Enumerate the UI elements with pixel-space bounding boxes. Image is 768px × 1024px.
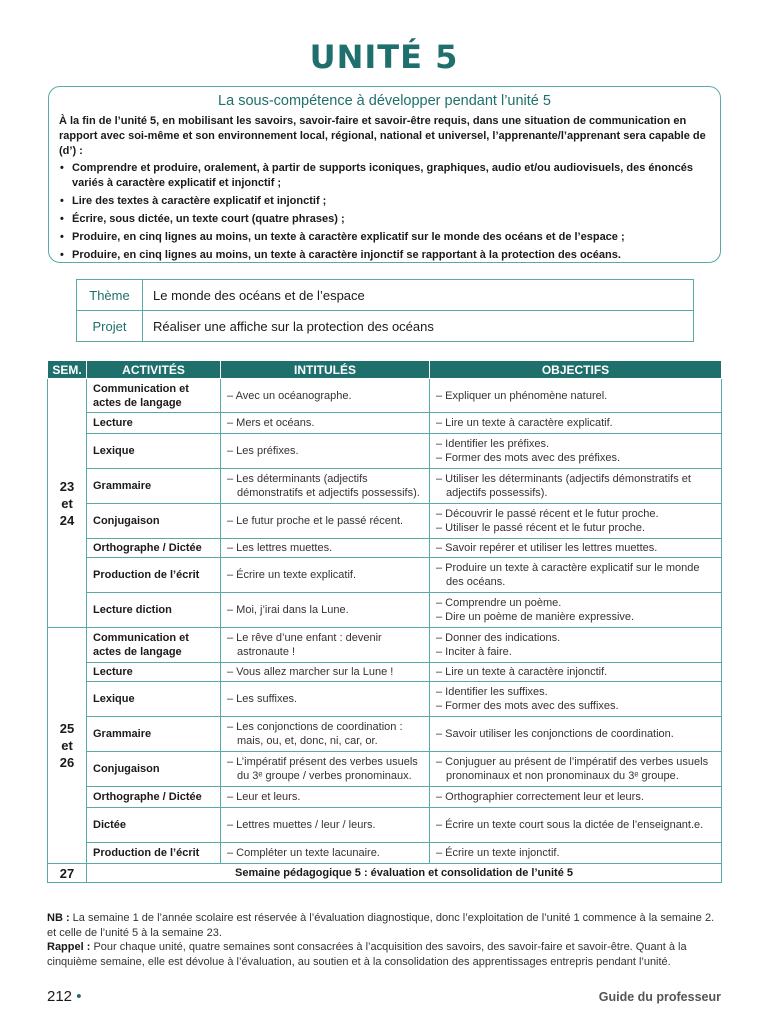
table-body xyxy=(48,379,722,883)
title-line: – Les suffixes. xyxy=(227,693,298,705)
objective-cell xyxy=(430,434,722,469)
table-row xyxy=(48,752,722,787)
table-row xyxy=(48,628,722,663)
objective-line: – Écrire un texte court sous la dictée de l’enseignant.e. xyxy=(436,819,704,831)
activity-cell: Lexique xyxy=(87,434,221,469)
week-number-part: et xyxy=(61,738,73,753)
title-line: – Les déterminants (adjectifs démonstratifs et adjectifs possessifs). xyxy=(227,473,420,499)
theme-table xyxy=(76,279,694,342)
final-week-text: Semaine pédagogique 5 : évaluation et consolidation de l’unité 5 xyxy=(87,864,722,883)
competence-item: • Comprendre et produire, oralement, à partir de supports iconiques, graphiques, audio et/ou audiovisuels, des énoncés variés à caractère explicatif et injonctif ; xyxy=(59,161,710,191)
guide-label: Guide du professeur xyxy=(598,990,721,1004)
objective-cell xyxy=(430,558,722,593)
projet-value: Réaliser une affiche sur la protection des océans xyxy=(143,311,694,342)
objective-cell xyxy=(430,843,722,864)
activity-cell: Grammaire xyxy=(87,717,221,752)
title-line: – Avec un océanographe. xyxy=(227,389,352,402)
objective-line: – Produire un texte à caractère explicatif sur le monde des océans. xyxy=(436,562,700,588)
objective-line: – Identifier les suffixes. xyxy=(436,686,548,698)
competence-intro: À la fin de l’unité 5, en mobilisant les savoirs, savoir-faire et savoir-être requis, dans une situation de communication en rapport avec soi-même et son environnement local, régional, national et universel, l’apprenante/l’apprenant sera capable de (d’) : xyxy=(59,115,706,157)
objective-line: – Écrire un texte injonctif. xyxy=(436,847,560,859)
activity-cell: Orthographe / Dictée xyxy=(87,539,221,558)
objective-line: – Découvrir le passé récent et le futur proche. xyxy=(436,508,659,520)
title-cell xyxy=(221,558,430,593)
objective-cell xyxy=(430,717,722,752)
title-cell xyxy=(221,434,430,469)
title-line: – Lettres muettes / leur / leurs. xyxy=(227,819,376,831)
objective-line: – Comprendre un poème. xyxy=(436,597,562,609)
title-line: – Le rêve d’une enfant : devenir astronaute ! xyxy=(227,632,382,658)
activity-cell: Production de l’écrit xyxy=(87,558,221,593)
week-number-part: 25 xyxy=(59,721,75,736)
header-sem: SEM. xyxy=(48,361,87,379)
activity-cell: Conjugaison xyxy=(87,504,221,539)
schedule-table xyxy=(47,360,722,883)
objective-cell xyxy=(430,593,722,628)
week-number-part: 23 xyxy=(59,478,75,494)
title-cell xyxy=(221,413,430,434)
activity-cell: Orthographe / Dictée xyxy=(87,787,221,808)
table-row xyxy=(48,413,722,434)
activity-cell: Communication et actes de langage xyxy=(87,628,221,663)
table-row xyxy=(48,558,722,593)
bullet-icon: • xyxy=(76,988,82,1005)
header-activites: ACTIVITÉS xyxy=(87,361,221,379)
table-row xyxy=(48,434,722,469)
objective-line: – Lire un texte à caractère injonctif. xyxy=(436,666,608,678)
activity-cell: Lecture xyxy=(87,413,221,434)
competence-box xyxy=(48,86,721,263)
title-line: – Les conjonctions de coordination : mais, ou, et, donc, ni, car, or. xyxy=(227,721,403,747)
competence-list xyxy=(59,161,710,263)
table-row xyxy=(48,539,722,558)
nb-label: NB : xyxy=(47,912,70,924)
title-line: – Vous allez marcher sur la Lune ! xyxy=(227,666,394,678)
objective-line: – Conjuguer au présent de l’impératif des verbes usuels pronominaux et non pronominaux du 3ᵉ groupe. xyxy=(436,756,709,782)
title-cell xyxy=(221,539,430,558)
objective-cell xyxy=(430,682,722,717)
table-row xyxy=(48,682,722,717)
activity-cell: Grammaire xyxy=(87,469,221,504)
activity-cell: Lecture diction xyxy=(87,593,221,628)
competence-heading: La sous-compétence à développer pendant l’unité 5 xyxy=(218,93,551,109)
week-number-part: et xyxy=(61,495,73,511)
table-row-final xyxy=(48,864,722,883)
theme-row xyxy=(77,280,694,311)
objective-line: – Utiliser les déterminants (adjectifs démonstratifs et adjectifs possessifs). xyxy=(436,473,691,499)
title-line: – Leur et leurs. xyxy=(227,791,301,803)
objective-cell xyxy=(430,628,722,663)
objective-cell xyxy=(430,379,722,413)
objective-line: – Savoir repérer et utiliser les lettres muettes. xyxy=(436,542,658,554)
competence-item: • Lire des textes à caractère explicatif et injonctif ; xyxy=(59,194,710,209)
projet-label: Projet xyxy=(77,311,143,342)
title-cell xyxy=(221,504,430,539)
title-line: – L’impératif présent des verbes usuels du 3ᵉ groupe / verbes pronominaux. xyxy=(227,756,418,782)
header-intitules: INTITULÉS xyxy=(221,361,430,379)
title-line: – Les lettres muettes. xyxy=(227,542,333,554)
week-number-part: 24 xyxy=(59,512,75,528)
activity-cell: Production de l’écrit xyxy=(87,843,221,864)
objective-line: – Savoir utiliser les conjonctions de coordination. xyxy=(436,728,674,740)
table-row xyxy=(48,717,722,752)
objective-cell xyxy=(430,663,722,682)
title-cell xyxy=(221,808,430,843)
objective-cell xyxy=(430,413,722,434)
week-number xyxy=(48,379,87,628)
title-cell xyxy=(221,752,430,787)
activity-cell: Communication et actes de langage xyxy=(87,379,221,413)
title-cell xyxy=(221,843,430,864)
competence-item: • Écrire, sous dictée, un texte court (quatre phrases) ; xyxy=(59,212,710,227)
table-row xyxy=(48,379,722,413)
table-row xyxy=(48,843,722,864)
nb-text: La semaine 1 de l’année scolaire est réservée à l’évaluation diagnostique, donc l’exploitation de l’unité 1 commence à la semaine 2. et celle de l’unité 5 à la semaine 23. xyxy=(47,912,715,939)
objective-line: – Dire un poème de manière expressive. xyxy=(436,611,635,623)
title-cell xyxy=(221,717,430,752)
title-cell xyxy=(221,628,430,663)
theme-label: Thème xyxy=(77,280,143,311)
page-number-value: 212 xyxy=(47,988,73,1005)
week-number-part: 26 xyxy=(59,755,75,770)
title-cell xyxy=(221,682,430,717)
week-number: 27 xyxy=(48,864,87,883)
table-row xyxy=(48,593,722,628)
title-line: – Les préfixes. xyxy=(227,445,299,457)
table-row xyxy=(48,469,722,504)
objective-cell xyxy=(430,787,722,808)
objective-line: – Former des mots avec des préfixes. xyxy=(436,452,621,464)
competence-item: • Produire, en cinq lignes au moins, un texte à caractère explicatif sur le monde des océans et de l’espace ; xyxy=(59,230,710,245)
objective-line: – Expliquer un phénomène naturel. xyxy=(436,389,608,402)
notes xyxy=(47,911,723,969)
competence-item: • Produire, en cinq lignes au moins, un texte à caractère injonctif se rapportant à la protection des océans. xyxy=(59,248,710,263)
objective-line: – Lire un texte à caractère explicatif. xyxy=(436,417,613,429)
title-line: – Moi, j’irai dans la Lune. xyxy=(227,604,349,616)
table-header-row xyxy=(48,361,722,379)
theme-value: Le monde des océans et de l’espace xyxy=(143,280,694,311)
objective-line: – Donner des indications. xyxy=(436,632,561,644)
objective-line: – Identifier les préfixes. xyxy=(436,438,550,450)
title-cell xyxy=(221,379,430,413)
rappel-note xyxy=(47,940,723,969)
objective-line: – Orthographier correctement leur et leurs. xyxy=(436,791,644,803)
table-row xyxy=(48,808,722,843)
activity-cell: Conjugaison xyxy=(87,752,221,787)
title-line: – Le futur proche et le passé récent. xyxy=(227,515,404,527)
objective-cell xyxy=(430,752,722,787)
objective-line: – Former des mots avec des suffixes. xyxy=(436,700,619,712)
table-row xyxy=(48,663,722,682)
activity-cell: Dictée xyxy=(87,808,221,843)
table-row xyxy=(48,787,722,808)
title-cell xyxy=(221,663,430,682)
title-cell xyxy=(221,469,430,504)
objective-cell xyxy=(430,469,722,504)
objective-line: – Inciter à faire. xyxy=(436,646,512,658)
unit-title: UNITÉ 5 xyxy=(309,38,459,76)
objective-cell xyxy=(430,539,722,558)
header-objectifs: OBJECTIFS xyxy=(430,361,722,379)
table-row xyxy=(48,504,722,539)
title-cell xyxy=(221,593,430,628)
rappel-label: Rappel : xyxy=(47,941,91,953)
title-line: – Compléter un texte lacunaire. xyxy=(227,847,380,859)
page-number xyxy=(47,988,81,1005)
week-number xyxy=(48,628,87,864)
nb-note xyxy=(47,911,723,940)
activity-cell: Lecture xyxy=(87,663,221,682)
projet-row xyxy=(77,311,694,342)
objective-cell xyxy=(430,808,722,843)
title-line: – Écrire un texte explicatif. xyxy=(227,569,357,581)
activity-cell: Lexique xyxy=(87,682,221,717)
objective-cell xyxy=(430,504,722,539)
title-line: – Mers et océans. xyxy=(227,417,315,429)
rappel-text: Pour chaque unité, quatre semaines sont consacrées à l’acquisition des savoirs, des savoir-faire et savoir-être. Quant à la cinquième semaine, elle est dévolue à l’évaluation, au soutien et à la consolidation des apprentissages entrepris pendant l’unité. xyxy=(47,941,687,968)
objective-line: – Utiliser le passé récent et le futur proche. xyxy=(436,522,646,534)
title-cell xyxy=(221,787,430,808)
